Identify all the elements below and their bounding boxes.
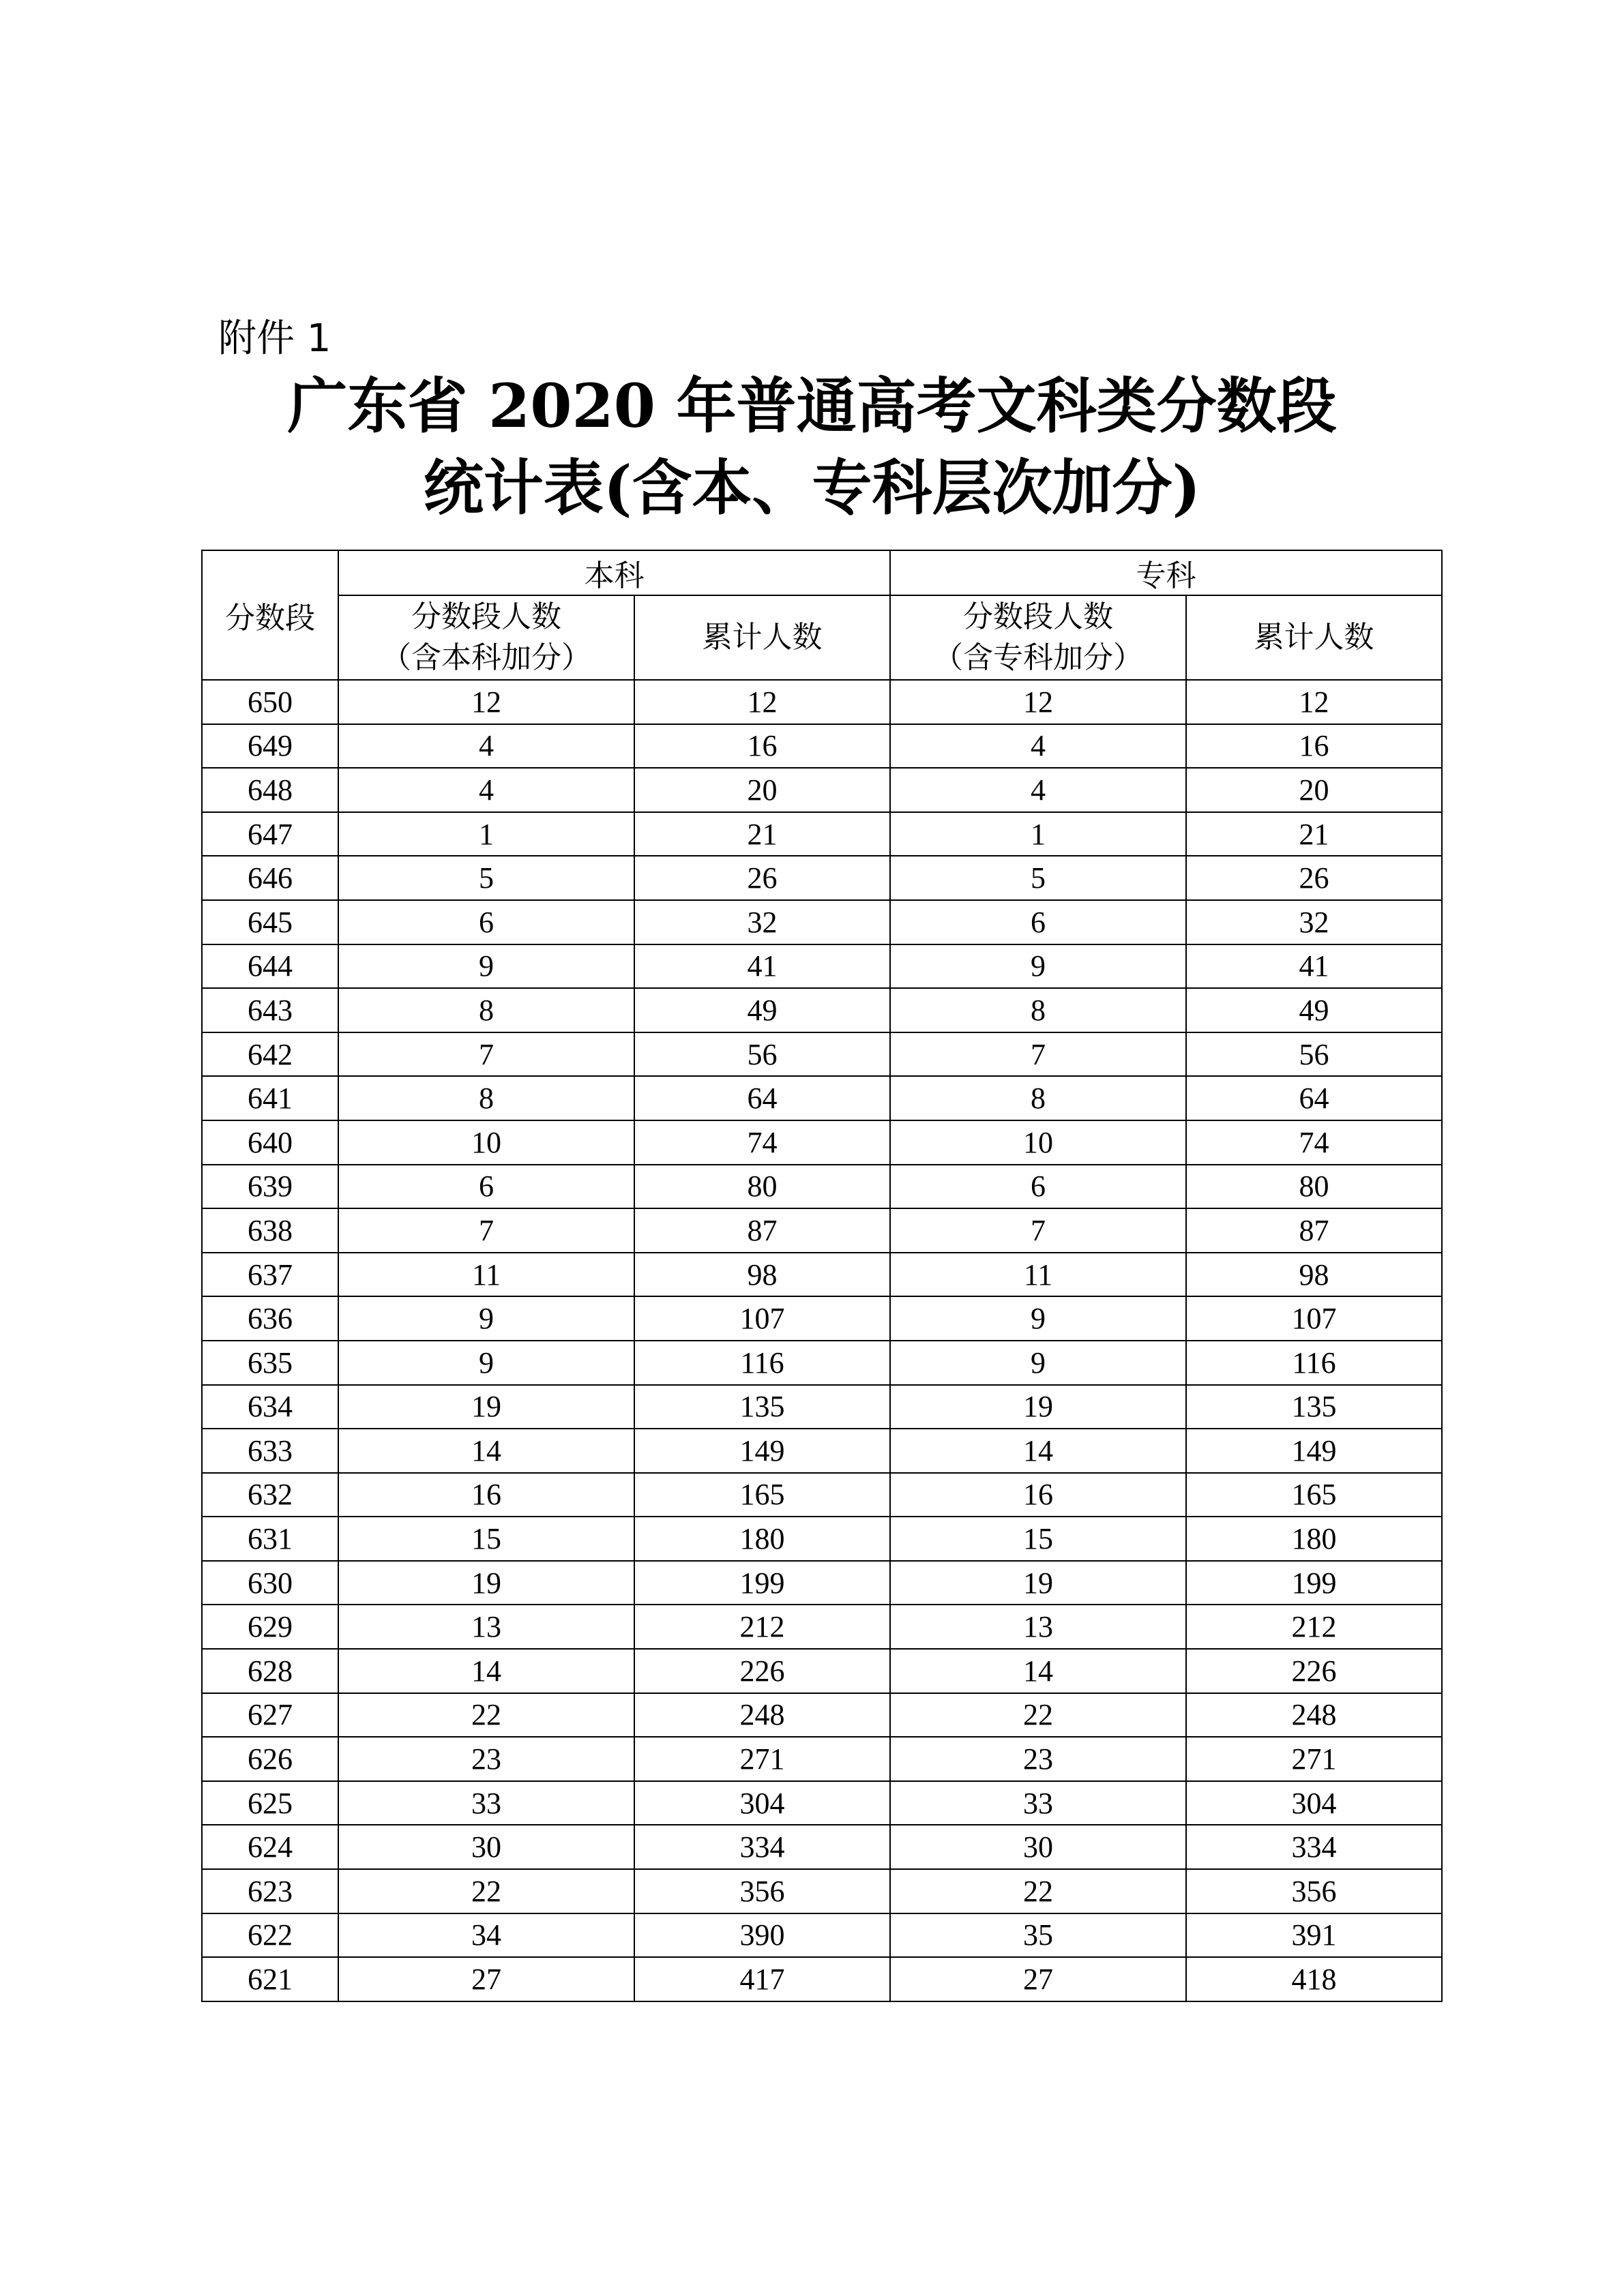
benke-cumulative-cell: 116 bbox=[634, 1341, 890, 1385]
header-benke-segment-count-line2: （含本科加分） bbox=[381, 640, 591, 675]
zhuanke-cumulative-cell: 149 bbox=[1186, 1429, 1442, 1473]
benke-count-cell: 11 bbox=[338, 1253, 634, 1297]
table-row bbox=[202, 1341, 1442, 1385]
header-group-benke: 本科 bbox=[338, 550, 890, 595]
score-cell: 624 bbox=[202, 1825, 338, 1869]
zhuanke-cumulative-cell: 74 bbox=[1186, 1120, 1442, 1165]
score-cell: 650 bbox=[202, 680, 338, 724]
score-cell: 621 bbox=[202, 1957, 338, 2001]
benke-cumulative-cell: 135 bbox=[634, 1385, 890, 1429]
table-row bbox=[202, 1296, 1442, 1341]
header-zhuanke-segment-count bbox=[890, 595, 1186, 680]
table-row bbox=[202, 1693, 1442, 1738]
table-header-row-2 bbox=[202, 595, 1442, 680]
table-row bbox=[202, 1781, 1442, 1825]
zhuanke-cumulative-cell: 356 bbox=[1186, 1869, 1442, 1913]
table-row bbox=[202, 1737, 1442, 1781]
zhuanke-count-cell: 35 bbox=[890, 1913, 1186, 1958]
benke-cumulative-cell: 107 bbox=[634, 1296, 890, 1341]
benke-count-cell: 9 bbox=[338, 944, 634, 989]
table-row bbox=[202, 1120, 1442, 1165]
benke-cumulative-cell: 180 bbox=[634, 1517, 890, 1561]
score-cell: 647 bbox=[202, 812, 338, 856]
benke-cumulative-cell: 212 bbox=[634, 1605, 890, 1649]
table-row bbox=[202, 1385, 1442, 1429]
score-cell: 644 bbox=[202, 944, 338, 989]
zhuanke-count-cell: 14 bbox=[890, 1429, 1186, 1473]
score-cell: 629 bbox=[202, 1605, 338, 1649]
benke-count-cell: 6 bbox=[338, 900, 634, 944]
score-cell: 631 bbox=[202, 1517, 338, 1561]
benke-cumulative-cell: 21 bbox=[634, 812, 890, 856]
table-row bbox=[202, 1913, 1442, 1958]
benke-count-cell: 19 bbox=[338, 1561, 634, 1605]
zhuanke-cumulative-cell: 165 bbox=[1186, 1473, 1442, 1517]
zhuanke-cumulative-cell: 20 bbox=[1186, 768, 1442, 812]
benke-count-cell: 19 bbox=[338, 1385, 634, 1429]
benke-count-cell: 10 bbox=[338, 1120, 634, 1165]
zhuanke-count-cell: 8 bbox=[890, 988, 1186, 1032]
score-cell: 649 bbox=[202, 724, 338, 769]
zhuanke-cumulative-cell: 107 bbox=[1186, 1296, 1442, 1341]
table-row bbox=[202, 1076, 1442, 1120]
score-cell: 632 bbox=[202, 1473, 338, 1517]
zhuanke-count-cell: 30 bbox=[890, 1825, 1186, 1869]
header-zhuanke-segment-count-line2: （含专科加分） bbox=[933, 640, 1143, 675]
benke-count-cell: 14 bbox=[338, 1429, 634, 1473]
header-benke-segment-count bbox=[338, 595, 634, 680]
benke-cumulative-cell: 165 bbox=[634, 1473, 890, 1517]
benke-cumulative-cell: 98 bbox=[634, 1253, 890, 1297]
table-row bbox=[202, 1869, 1442, 1913]
zhuanke-cumulative-cell: 56 bbox=[1186, 1032, 1442, 1077]
zhuanke-count-cell: 11 bbox=[890, 1253, 1186, 1297]
zhuanke-count-cell: 22 bbox=[890, 1869, 1186, 1913]
benke-count-cell: 30 bbox=[338, 1825, 634, 1869]
benke-cumulative-cell: 74 bbox=[634, 1120, 890, 1165]
benke-count-cell: 7 bbox=[338, 1208, 634, 1253]
benke-cumulative-cell: 64 bbox=[634, 1076, 890, 1120]
benke-count-cell: 34 bbox=[338, 1913, 634, 1958]
zhuanke-count-cell: 13 bbox=[890, 1605, 1186, 1649]
score-cell: 623 bbox=[202, 1869, 338, 1913]
score-cell: 640 bbox=[202, 1120, 338, 1165]
zhuanke-cumulative-cell: 21 bbox=[1186, 812, 1442, 856]
benke-cumulative-cell: 199 bbox=[634, 1561, 890, 1605]
zhuanke-count-cell: 19 bbox=[890, 1385, 1186, 1429]
zhuanke-count-cell: 5 bbox=[890, 856, 1186, 900]
table-body bbox=[202, 680, 1442, 2001]
benke-cumulative-cell: 26 bbox=[634, 856, 890, 900]
benke-count-cell: 27 bbox=[338, 1957, 634, 2001]
benke-cumulative-cell: 226 bbox=[634, 1649, 890, 1693]
table-header-row-1 bbox=[202, 550, 1442, 595]
table-row bbox=[202, 680, 1442, 724]
zhuanke-count-cell: 27 bbox=[890, 1957, 1186, 2001]
table-row bbox=[202, 988, 1442, 1032]
score-distribution-table bbox=[201, 550, 1443, 2002]
score-cell: 638 bbox=[202, 1208, 338, 1253]
zhuanke-count-cell: 23 bbox=[890, 1737, 1186, 1781]
table-row bbox=[202, 812, 1442, 856]
zhuanke-cumulative-cell: 248 bbox=[1186, 1693, 1442, 1738]
zhuanke-count-cell: 10 bbox=[890, 1120, 1186, 1165]
table-row bbox=[202, 1165, 1442, 1209]
zhuanke-cumulative-cell: 418 bbox=[1186, 1957, 1442, 2001]
zhuanke-count-cell: 4 bbox=[890, 768, 1186, 812]
benke-cumulative-cell: 41 bbox=[634, 944, 890, 989]
benke-count-cell: 4 bbox=[338, 724, 634, 769]
benke-cumulative-cell: 417 bbox=[634, 1957, 890, 2001]
benke-cumulative-cell: 390 bbox=[634, 1913, 890, 1958]
benke-cumulative-cell: 248 bbox=[634, 1693, 890, 1738]
benke-count-cell: 14 bbox=[338, 1649, 634, 1693]
table-row bbox=[202, 724, 1442, 769]
header-zhuanke-cumulative: 累计人数 bbox=[1186, 595, 1442, 680]
header-group-zhuanke: 专科 bbox=[890, 550, 1442, 595]
table-row bbox=[202, 1957, 1442, 2001]
zhuanke-count-cell: 7 bbox=[890, 1208, 1186, 1253]
zhuanke-cumulative-cell: 304 bbox=[1186, 1781, 1442, 1825]
zhuanke-cumulative-cell: 98 bbox=[1186, 1253, 1442, 1297]
benke-cumulative-cell: 356 bbox=[634, 1869, 890, 1913]
table-row bbox=[202, 1429, 1442, 1473]
table-row bbox=[202, 900, 1442, 944]
zhuanke-cumulative-cell: 64 bbox=[1186, 1076, 1442, 1120]
benke-count-cell: 23 bbox=[338, 1737, 634, 1781]
score-cell: 639 bbox=[202, 1165, 338, 1209]
benke-count-cell: 22 bbox=[338, 1869, 634, 1913]
score-cell: 630 bbox=[202, 1561, 338, 1605]
zhuanke-count-cell: 8 bbox=[890, 1076, 1186, 1120]
zhuanke-cumulative-cell: 87 bbox=[1186, 1208, 1442, 1253]
table-row bbox=[202, 768, 1442, 812]
zhuanke-cumulative-cell: 135 bbox=[1186, 1385, 1442, 1429]
benke-count-cell: 9 bbox=[338, 1341, 634, 1385]
benke-count-cell: 16 bbox=[338, 1473, 634, 1517]
table-row bbox=[202, 1825, 1442, 1869]
benke-count-cell: 15 bbox=[338, 1517, 634, 1561]
benke-count-cell: 5 bbox=[338, 856, 634, 900]
benke-count-cell: 4 bbox=[338, 768, 634, 812]
zhuanke-count-cell: 9 bbox=[890, 944, 1186, 989]
benke-cumulative-cell: 271 bbox=[634, 1737, 890, 1781]
score-cell: 633 bbox=[202, 1429, 338, 1473]
benke-count-cell: 8 bbox=[338, 988, 634, 1032]
score-cell: 627 bbox=[202, 1693, 338, 1738]
zhuanke-cumulative-cell: 180 bbox=[1186, 1517, 1442, 1561]
score-cell: 634 bbox=[202, 1385, 338, 1429]
zhuanke-cumulative-cell: 16 bbox=[1186, 724, 1442, 769]
document-title-line2: 统计表(含本、专科层次加分) bbox=[423, 452, 1201, 523]
score-cell: 646 bbox=[202, 856, 338, 900]
zhuanke-count-cell: 16 bbox=[890, 1473, 1186, 1517]
table-row bbox=[202, 1253, 1442, 1297]
zhuanke-cumulative-cell: 199 bbox=[1186, 1561, 1442, 1605]
table-row bbox=[202, 1473, 1442, 1517]
benke-cumulative-cell: 304 bbox=[634, 1781, 890, 1825]
zhuanke-cumulative-cell: 391 bbox=[1186, 1913, 1442, 1958]
zhuanke-cumulative-cell: 12 bbox=[1186, 680, 1442, 724]
benke-cumulative-cell: 80 bbox=[634, 1165, 890, 1209]
zhuanke-count-cell: 6 bbox=[890, 900, 1186, 944]
benke-cumulative-cell: 49 bbox=[634, 988, 890, 1032]
zhuanke-cumulative-cell: 26 bbox=[1186, 856, 1442, 900]
table-row bbox=[202, 1517, 1442, 1561]
zhuanke-count-cell: 12 bbox=[890, 680, 1186, 724]
zhuanke-cumulative-cell: 271 bbox=[1186, 1737, 1442, 1781]
score-cell: 635 bbox=[202, 1341, 338, 1385]
zhuanke-cumulative-cell: 49 bbox=[1186, 988, 1442, 1032]
zhuanke-count-cell: 6 bbox=[890, 1165, 1186, 1209]
score-cell: 641 bbox=[202, 1076, 338, 1120]
header-zhuanke-segment-count-line1: 分数段人数 bbox=[963, 599, 1113, 634]
score-cell: 628 bbox=[202, 1649, 338, 1693]
benke-cumulative-cell: 87 bbox=[634, 1208, 890, 1253]
zhuanke-cumulative-cell: 80 bbox=[1186, 1165, 1442, 1209]
zhuanke-cumulative-cell: 212 bbox=[1186, 1605, 1442, 1649]
benke-cumulative-cell: 20 bbox=[634, 768, 890, 812]
benke-cumulative-cell: 56 bbox=[634, 1032, 890, 1077]
benke-count-cell: 7 bbox=[338, 1032, 634, 1077]
score-cell: 645 bbox=[202, 900, 338, 944]
zhuanke-count-cell: 15 bbox=[890, 1517, 1186, 1561]
zhuanke-count-cell: 33 bbox=[890, 1781, 1186, 1825]
zhuanke-count-cell: 7 bbox=[890, 1032, 1186, 1077]
score-cell: 642 bbox=[202, 1032, 338, 1077]
zhuanke-cumulative-cell: 334 bbox=[1186, 1825, 1442, 1869]
benke-count-cell: 12 bbox=[338, 680, 634, 724]
zhuanke-count-cell: 9 bbox=[890, 1296, 1186, 1341]
benke-count-cell: 6 bbox=[338, 1165, 634, 1209]
table-row bbox=[202, 1032, 1442, 1077]
zhuanke-count-cell: 22 bbox=[890, 1693, 1186, 1738]
benke-count-cell: 22 bbox=[338, 1693, 634, 1738]
score-cell: 648 bbox=[202, 768, 338, 812]
benke-count-cell: 8 bbox=[338, 1076, 634, 1120]
zhuanke-count-cell: 1 bbox=[890, 812, 1186, 856]
zhuanke-cumulative-cell: 226 bbox=[1186, 1649, 1442, 1693]
benke-count-cell: 1 bbox=[338, 812, 634, 856]
table-row bbox=[202, 944, 1442, 989]
zhuanke-count-cell: 19 bbox=[890, 1561, 1186, 1605]
table-row bbox=[202, 1208, 1442, 1253]
benke-cumulative-cell: 32 bbox=[634, 900, 890, 944]
benke-cumulative-cell: 149 bbox=[634, 1429, 890, 1473]
benke-count-cell: 33 bbox=[338, 1781, 634, 1825]
header-benke-segment-count-line1: 分数段人数 bbox=[411, 599, 561, 634]
zhuanke-cumulative-cell: 116 bbox=[1186, 1341, 1442, 1385]
benke-cumulative-cell: 16 bbox=[634, 724, 890, 769]
attachment-label: 附件 1 bbox=[218, 316, 331, 361]
score-cell: 636 bbox=[202, 1296, 338, 1341]
score-cell: 625 bbox=[202, 1781, 338, 1825]
zhuanke-count-cell: 9 bbox=[890, 1341, 1186, 1385]
table-row bbox=[202, 1605, 1442, 1649]
document-title-line1: 广东省 2020 年普通高考文科类分数段 bbox=[287, 370, 1337, 441]
score-cell: 622 bbox=[202, 1913, 338, 1958]
score-cell: 626 bbox=[202, 1737, 338, 1781]
zhuanke-cumulative-cell: 41 bbox=[1186, 944, 1442, 989]
table-row bbox=[202, 1649, 1442, 1693]
score-cell: 637 bbox=[202, 1253, 338, 1297]
zhuanke-cumulative-cell: 32 bbox=[1186, 900, 1442, 944]
score-cell: 643 bbox=[202, 988, 338, 1032]
benke-cumulative-cell: 12 bbox=[634, 680, 890, 724]
table-row bbox=[202, 856, 1442, 900]
table-row bbox=[202, 1561, 1442, 1605]
benke-cumulative-cell: 334 bbox=[634, 1825, 890, 1869]
header-score-segment: 分数段 bbox=[202, 550, 338, 680]
header-benke-cumulative: 累计人数 bbox=[634, 595, 890, 680]
zhuanke-count-cell: 4 bbox=[890, 724, 1186, 769]
benke-count-cell: 13 bbox=[338, 1605, 634, 1649]
benke-count-cell: 9 bbox=[338, 1296, 634, 1341]
zhuanke-count-cell: 14 bbox=[890, 1649, 1186, 1693]
